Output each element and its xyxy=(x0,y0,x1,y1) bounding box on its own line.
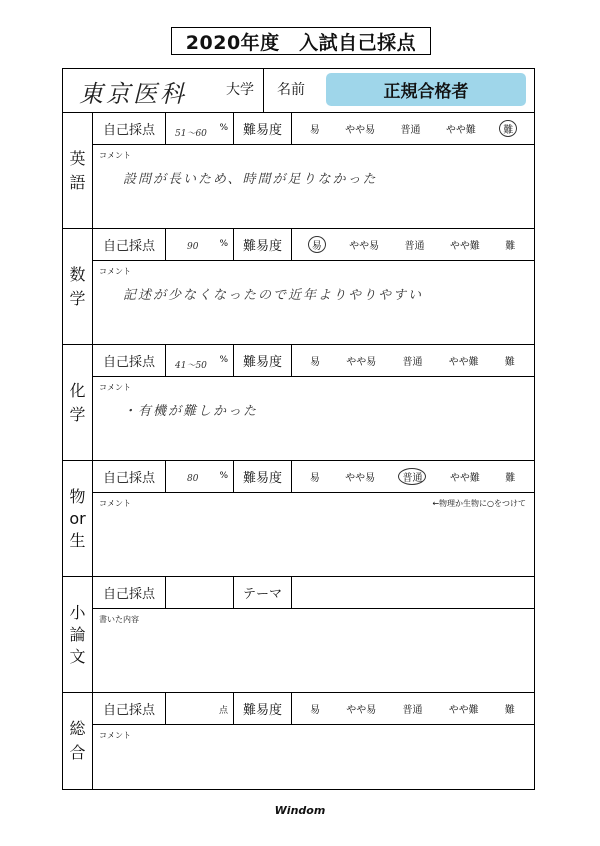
self-score-label: 自己採点 xyxy=(93,229,166,260)
difficulty-label: 難易度 xyxy=(234,461,292,492)
comment-area[interactable] xyxy=(93,725,534,789)
level-option-normal[interactable]: 普通 xyxy=(404,241,425,252)
comment-label: コメント xyxy=(99,151,131,160)
comment-area[interactable] xyxy=(93,377,534,460)
comment-area[interactable] xyxy=(93,493,534,576)
subject-label xyxy=(63,693,93,789)
subject-label xyxy=(63,113,93,228)
brand-footer: Windom xyxy=(274,804,326,817)
name-label: 名前 xyxy=(277,82,305,98)
subject-char: or xyxy=(69,508,86,528)
comment-area[interactable] xyxy=(93,145,534,228)
subject-char: 合 xyxy=(69,743,86,762)
subject-char: 小 xyxy=(69,602,86,622)
section-essay xyxy=(63,577,534,693)
score-row xyxy=(93,577,534,609)
level-option-slightly-easy[interactable]: やや易 xyxy=(345,473,376,484)
header-row xyxy=(63,69,534,113)
score-unit: % xyxy=(219,471,228,481)
level-option-slightly-hard[interactable]: やや難 xyxy=(449,241,480,252)
self-score-label: 自己採点 xyxy=(93,577,166,608)
section-math xyxy=(63,229,534,345)
section-english xyxy=(63,113,534,229)
score-row xyxy=(93,693,534,725)
level-option-hard[interactable]: 難 xyxy=(505,473,516,484)
self-score-label: 自己採点 xyxy=(93,461,166,492)
self-score-label: 自己採点 xyxy=(93,113,166,144)
university-label: 大学 xyxy=(226,82,254,98)
difficulty-options xyxy=(291,113,534,144)
difficulty-label: 難易度 xyxy=(234,113,292,144)
theme-label: テーマ xyxy=(234,577,292,608)
level-option-slightly-easy[interactable]: やや易 xyxy=(346,357,377,368)
self-score-field[interactable] xyxy=(165,345,234,376)
level-option-slightly-easy[interactable]: やや易 xyxy=(346,705,377,716)
level-option-slightly-hard[interactable]: やや難 xyxy=(448,357,479,368)
self-score-value: 80 xyxy=(187,474,199,484)
score-row xyxy=(93,345,534,377)
level-option-hard[interactable]: 難 xyxy=(504,705,515,716)
level-option-normal[interactable]: 普通 xyxy=(402,705,423,716)
self-score-label: 自己採点 xyxy=(93,345,166,376)
subject-choice-hint: ←物理か生物に○をつけて xyxy=(432,499,526,508)
subject-label xyxy=(63,461,93,576)
level-option-easy[interactable]: 易 xyxy=(309,125,320,136)
subject-label xyxy=(63,345,93,460)
score-unit: 点 xyxy=(218,706,228,716)
self-score-label: 自己採点 xyxy=(93,693,166,724)
theme-field[interactable] xyxy=(291,577,534,608)
self-score-field[interactable] xyxy=(165,461,234,492)
self-score-field[interactable] xyxy=(165,577,234,608)
difficulty-options xyxy=(291,345,534,376)
subject-label xyxy=(63,229,93,344)
self-score-field[interactable] xyxy=(165,693,234,724)
page-title: 2020年度 入試自己採点 xyxy=(171,27,431,55)
level-option-hard[interactable]: 難 xyxy=(504,357,515,368)
score-unit: % xyxy=(219,123,228,133)
level-option-slightly-hard[interactable]: やや難 xyxy=(449,473,480,484)
self-score-field[interactable] xyxy=(165,229,234,260)
level-option-slightly-hard[interactable]: やや難 xyxy=(448,705,479,716)
subject-char: 物 xyxy=(69,486,86,506)
difficulty-label: 難易度 xyxy=(234,693,292,724)
subject-char: 学 xyxy=(69,404,86,424)
subject-char: 英 xyxy=(69,148,86,168)
subject-char: 総 xyxy=(69,719,86,738)
self-score-value: 51～60 xyxy=(175,129,207,139)
self-score-value: 90 xyxy=(187,242,199,252)
difficulty-options xyxy=(291,693,534,724)
difficulty-options xyxy=(291,461,534,492)
comment-handwritten: 設問が長いため、時間が足りなかった xyxy=(123,172,378,187)
level-option-hard[interactable]: 難 xyxy=(499,120,517,137)
section-chemistry xyxy=(63,345,534,461)
score-row xyxy=(93,461,534,493)
score-row xyxy=(93,113,534,145)
level-option-slightly-easy[interactable]: やや易 xyxy=(349,241,380,252)
comment-label: コメント xyxy=(99,383,131,392)
difficulty-label: 難易度 xyxy=(234,345,292,376)
level-option-easy[interactable]: 易 xyxy=(310,705,321,716)
section-physics-or-biology xyxy=(63,461,534,577)
level-option-normal[interactable]: 普通 xyxy=(400,125,421,136)
level-option-normal[interactable]: 普通 xyxy=(398,468,426,485)
difficulty-label: 難易度 xyxy=(234,229,292,260)
comment-label: コメント xyxy=(99,267,131,276)
comment-label: コメント xyxy=(99,499,131,508)
subject-char: 語 xyxy=(69,172,86,192)
score-row xyxy=(93,229,534,261)
comment-handwritten: ・有機が難しかった xyxy=(123,404,259,419)
level-option-slightly-easy[interactable]: やや易 xyxy=(345,125,376,136)
score-unit: % xyxy=(219,355,228,365)
university-handwritten[interactable]: 東京医科 xyxy=(79,80,187,108)
score-sheet xyxy=(62,68,535,790)
level-option-easy[interactable]: 易 xyxy=(309,473,320,484)
comment-handwritten: 記述が少なくなったので近年よりやりやすい xyxy=(123,288,424,303)
section-total xyxy=(63,693,534,789)
level-option-normal[interactable]: 普通 xyxy=(402,357,423,368)
self-score-field[interactable] xyxy=(165,113,234,144)
level-option-slightly-hard[interactable]: やや難 xyxy=(445,125,476,136)
comment-label: コメント xyxy=(99,731,131,740)
comment-area[interactable] xyxy=(93,261,534,344)
written-content-label: 書いた内容 xyxy=(99,615,139,624)
subject-char: 生 xyxy=(69,530,86,550)
subject-char: 数 xyxy=(69,264,86,284)
subject-char: 論 xyxy=(69,624,86,644)
difficulty-options xyxy=(291,229,534,260)
header-divider xyxy=(263,69,264,113)
subject-char: 化 xyxy=(69,380,86,400)
self-score-value: 41～50 xyxy=(175,361,207,371)
status-badge: 正規合格者 xyxy=(326,73,526,106)
level-option-easy[interactable]: 易 xyxy=(308,236,326,253)
written-content-area[interactable] xyxy=(93,609,534,692)
score-unit: % xyxy=(219,239,228,249)
level-option-easy[interactable]: 易 xyxy=(310,357,321,368)
subject-char: 文 xyxy=(69,646,86,666)
level-option-hard[interactable]: 難 xyxy=(505,241,516,252)
subject-label xyxy=(63,577,93,692)
subject-char: 学 xyxy=(69,288,86,308)
